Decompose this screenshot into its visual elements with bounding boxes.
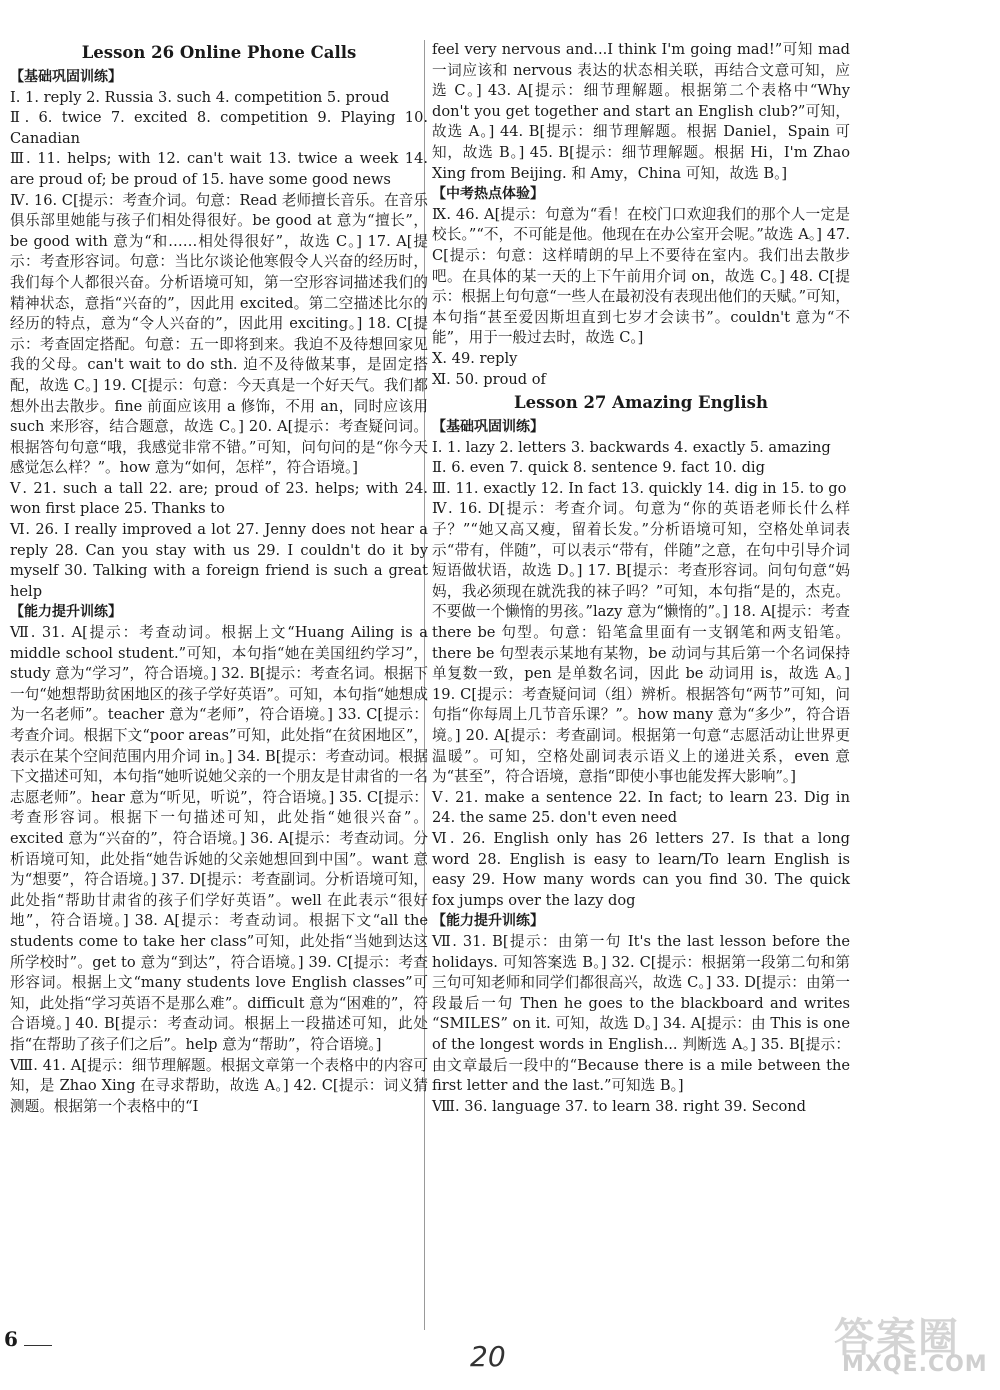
answer-paragraph: Ⅶ. 31. B[提示：由第一句 It's the last lesson before the holidays. 可知答案选 B。] 32. C[提示：根据第一段第二句和第三句可知老师和同学们都很高兴，故选 C。] 33. D[提示：由第一段最后一句 Then he goes to the blackboard and writes “SMILES” on it. 可知，故选 D。] 34. A[提示：由 This is one of the longest words in English... 判断选 A。] 35. B[提示：由文章最后一段中的“Because there is a mile between the first letter and the last.”可知选 B。] bbox=[432, 932, 850, 1095]
answer-paragraph: Ⅵ. 26. I really improved a lot 27. Jenny does not hear a reply 28. Can you stay with us 29. I couldn't do it by myself 30. Talking with a foreign friend is such a great help bbox=[10, 521, 428, 600]
section-heading: 【能力提升训练】 bbox=[432, 913, 544, 930]
right-column bbox=[432, 40, 850, 1117]
answer-paragraph: Ⅴ. 21. make a sentence 22. In fact; to learn 23. Dig in 24. the same 25. don't even need bbox=[432, 788, 850, 827]
answer-paragraph: Ⅷ. 41. A[提示：细节理解题。根据文章第一个表格中的内容可知，是 Zhao Xing 在寻求帮助，故选 A。] 42. C[提示：词义猜测题。根据第一个表格中的“I bbox=[10, 1056, 428, 1115]
page-number-rule bbox=[24, 1345, 52, 1346]
answer-paragraph: Ⅳ. 16. D[提示：考查介词。句意为“你的英语老师长什么样子？”“她又高又瘦，留着长发。”分析语境可知，空格处单词表示“带有，伴随”，可以表示“带有，伴随”之意，在句中引导介词短语做状语，故选 D。] 17. B[提示：考查形容词。问句句意“妈妈，我必须现在就洗我的袜子吗？”可知，本句指“是的，杰克。不要做一个懒惰的男孩。”lazy 意为“懒惰的”。] 18. A[提示：考查 there be 句型。句意：铅笔盒里面有一支钢笔和两支铅笔。there be 句型表示某地有某物，be 动词与其后第一个名词保持单复数一致，pen 是单数名词，因此 be 动词用 is，故选 A。] 19. C[提示：考查疑问词（组）辨析。根据答句“两节”可知，问句指“你每周上几节音乐课？”。how many 意为“多少”，符合语境。] 20. A[提示：考查副词。根据第一句意“志愿活动让世界更温暖”。可知，空格处副词表示语义上的递进关系，even 意为“甚至”，符合语境，意指“即使小事也能发挥大影响”。] bbox=[432, 500, 850, 786]
section-heading: 【基础巩固训练】 bbox=[432, 419, 544, 436]
answer-paragraph: Ⅰ. 1. reply 2. Russia 3. such 4. competition 5. proud bbox=[10, 88, 390, 106]
answer-paragraph: feel very nervous and...I think I'm going mad!”可知 mad 一词应该和 nervous 表达的状态相关联，再结合文意可知，应选 C。] 43. A[提示：细节理解题。根据第二个表格中“Why don't you get together and start an English club?”可知，故选 A。] 44. B[提示：细节理解题。根据 Daniel，Spain 可知，故选 B。] 45. B[提示：细节理解题。根据 Hi，I'm Zhao Xing from Beijing. 和 Amy，China 可知，故选 B。] bbox=[432, 41, 850, 182]
section-heading: 【中考热点体验】 bbox=[432, 186, 544, 203]
lesson-title: Lesson 26 Online Phone Calls bbox=[81, 43, 357, 62]
handwritten-note: 20 bbox=[470, 1340, 506, 1373]
answer-paragraph: Ⅲ. 11. exactly 12. In fact 13. quickly 14. dig in 15. to go bbox=[432, 479, 847, 497]
watermark-logo bbox=[820, 1306, 990, 1384]
page-number: 6 bbox=[4, 1327, 18, 1351]
answer-paragraph: Ⅱ. 6. even 7. quick 8. sentence 9. fact 10. dig bbox=[432, 459, 765, 477]
section-heading: 【能力提升训练】 bbox=[10, 604, 122, 621]
answer-paragraph: Ⅱ. 6. twice 7. excited 8. competition 9. Playing 10. Canadian bbox=[10, 109, 428, 147]
answer-paragraph: Ⅵ. 26. English only has 26 letters 27. Is that a long word 28. English is easy to learn/To learn English is easy 29. How many words can you find 30. The quick fox jumps over the lazy dog bbox=[432, 829, 850, 909]
answer-paragraph: Ⅺ. 50. proud of bbox=[432, 370, 546, 388]
answer-paragraph: Ⅳ. 16. C[提示：考查介词。句意：Read 老师擅长音乐。在音乐俱乐部里她能与孩子们相处得很好。be good at 意为“擅长”，be good with 意为“和……相处得很好”，故选 C。] 17. A[提示：考查形容词。句意：当比尔谈论他寒假令人兴奋的经历时，我们每个人都很兴奋。分析语境可知，第一空形容词描述我们的精神状态，意指“兴奋的”，因此用 excited。第二空描述比尔的经历的特点，意为“令人兴奋的”，因此用 exciting。] 18. C[提示：考查固定搭配。句意：五一即将到来。我迫不及待想回家见我的父母。can't wait to do sth. 迫不及待做某事，是固定搭配，故选 C。] 19. C[提示：句意：今天真是一个好天气。我们都想外出去散步。fine 前面应该用 a 修饰，不用 an，同时应该用 such 来形容，结合题意，故选 C。] 20. A[提示：考查疑问词。根据答句句意“哦，我感觉非常不错。”可知，问句问的是“你今天感觉怎么样？”。how 意为“如何，怎样”，符合语境。] bbox=[10, 191, 428, 477]
left-column bbox=[10, 40, 428, 1117]
section-heading: 【基础巩固训练】 bbox=[10, 69, 122, 85]
answer-paragraph: Ⅰ. 1. lazy 2. letters 3. backwards 4. exactly 5. amazing bbox=[432, 438, 831, 456]
watermark-url: MXQE.COM bbox=[842, 1352, 988, 1377]
answer-paragraph: Ⅲ. 11. helps; with 12. can't wait 13. twice a week 14. are proud of; be proud of 15. have some good news bbox=[10, 150, 428, 188]
watermark-text: 答案圈 bbox=[834, 1315, 960, 1361]
answer-paragraph: Ⅷ. 36. language 37. to learn 38. right 39. Second bbox=[432, 1097, 807, 1115]
answer-paragraph: Ⅴ. 21. such a tall 22. are; proud of 23. helps; with 24. won first place 25. Thanks to bbox=[10, 479, 428, 518]
answer-paragraph: Ⅸ. 46. A[提示：句意为“看！在校门口欢迎我们的那个人一定是校长。”“不，不可能是他。他现在在办公室开会呢。”故选 A。] 47. C[提示：句意：这样晴朗的早上不要待在室内。我们出去散步吧。在具体的某一天的上下午前用介词 on，故选 C。] 48. C[提示：根据上句句意“一些人在最初没有表现出他们的天赋。”可知，本句指“甚至爱因斯坦直到七岁才会读书”。couldn't 意为“不能”，用于一般过去时，故选 C。] bbox=[432, 205, 850, 347]
answer-paragraph: Ⅹ. 49. reply bbox=[432, 349, 518, 367]
lesson-title: Lesson 27 Amazing English bbox=[514, 393, 768, 413]
answer-paragraph: Ⅶ. 31. A[提示：考查动词。根据上文“Huang Ailing is a middle school student.”可知，本句指“她在美国纽约学习”，study 意为“学习”，符合语境。] 32. B[提示：考查名词。根据下一句“她想帮助贫困地区的孩子学好英语”。可知，本句指“她想成为一名老师”。teacher 意为“老师”，符合语境。] 33. C[提示：考查介词。根据下文“poor areas”可知，此处指“在贫困地区”，表示在某个空间范围内用介词 in。] 34. B[提示：考查动词。根据下文描述可知，本句指“她听说她父亲的一个朋友是甘肃省的一名志愿老师”。hear 意为“听见，听说”，符合语境。] 35. C[提示：考查形容词。根据下一句描述可知，此处指“她很兴奋”。excited 意为“兴奋的”，符合语境。] 36. A[提示：考查动词。分析语境可知，此处指“她告诉她的父亲她想回到中国”。want 意为“想要”，符合语境。] 37. D[提示：考查副词。分析语境可知，此处指“帮助甘肃省的孩子们学好英语”。well 在此表示“很好地”，符合语境。] 38. A[提示：考查动词。根据下文“all the students come to take her class”可知，此处指“当她到达这所学校时”。get to 意为“到达”，符合语境。] 39. C[提示：考查形容词。根据上文“many students love English classes”可知，此处指“学习英语不是那么难”。difficult 意为“困难的”，符合语境。] 40. B[提示：考查动词。根据上一段描述可知，此处指“在帮助了孩子们之后”。help 意为“帮助”，符合语境。] bbox=[10, 624, 428, 1053]
